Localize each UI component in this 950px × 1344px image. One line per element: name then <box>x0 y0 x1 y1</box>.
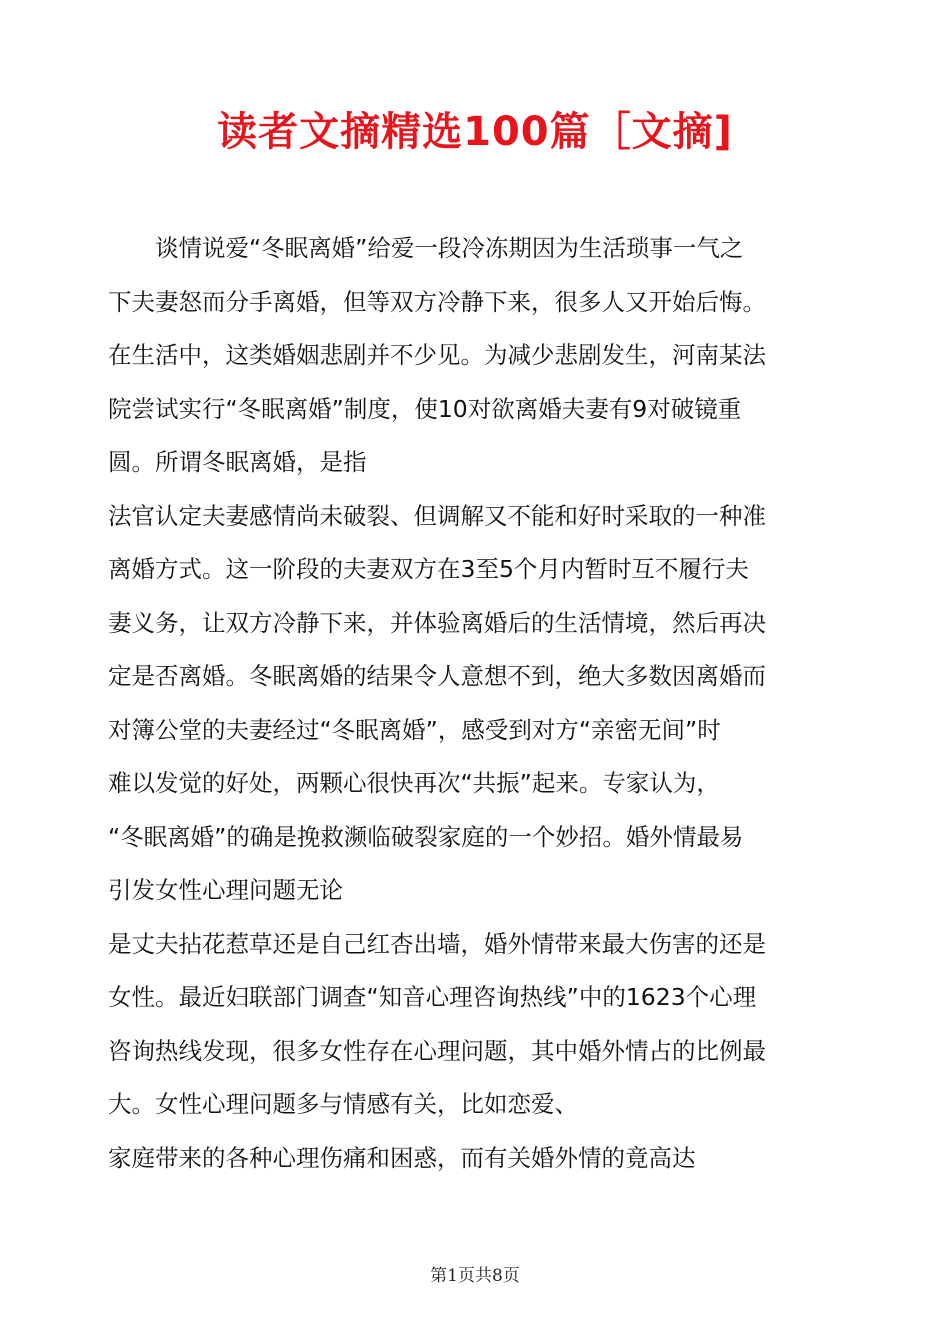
body-line: 法官认定夫妻感情尚未破裂、但调解又不能和好时采取的一种准 <box>108 501 766 530</box>
document-title: 读者文摘精选100篇［文摘] <box>217 109 733 155</box>
body-line: 离婚方式。这一阶段的夫妻双方在3至5个月内暂时互不履行夫 <box>108 555 749 583</box>
body-line: 谈情说爱“冬眠离婚”给爱一段冷冻期因为生活琐事一气之 <box>155 234 744 262</box>
body-line: 家庭带来的各种心理伤痛和困惑，而有关婚外情的竟高达 <box>108 1143 696 1172</box>
body-line: 引发女性心理问题无论 <box>108 876 343 904</box>
body-line: 下夫妻怒而分手离婚，但等双方冷静下来，很多人又开始后悔。 <box>108 287 766 316</box>
body-line: 圆。所谓冬眠离婚，是指 <box>108 448 367 476</box>
body-line: 对簿公堂的夫妻经过“冬眠离婚”，感受到对方“亲密无间”时 <box>108 715 721 744</box>
document-body <box>108 222 844 1185</box>
body-line: 咨询热线发现，很多女性存在心理问题，其中婚外情占的比例最 <box>108 1036 766 1065</box>
body-line: 女性。最近妇联部门调查“知音心理咨询热线”中的1623个心理 <box>108 983 757 1011</box>
body-line: 在生活中，这类婚姻悲剧并不少见。为减少悲剧发生，河南某法 <box>108 341 766 369</box>
body-line: 妻义务，让双方冷静下来，并体验离婚后的生活情境，然后再决 <box>108 608 766 637</box>
body-line: “冬眠离婚”的确是挽救濒临破裂家庭的一个妙招。婚外情最易 <box>108 822 744 851</box>
body-line: 大。女性心理问题多与情感有关，比如恋爱、 <box>108 1090 578 1118</box>
body-line: 院尝试实行“冬眠离婚”制度，使10对欲离婚夫妻有9对破镜重 <box>108 394 742 423</box>
body-line: 是丈夫拈花惹草还是自己红杏出墙，婚外情带来最大伤害的还是 <box>108 929 766 958</box>
body-line: 定是否离婚。冬眠离婚的结果令人意想不到，绝大多数因离婚而 <box>108 662 766 690</box>
page-footer: 第1页共8页 <box>430 1266 520 1286</box>
body-line: 难以发觉的好处，两颗心很快再次“共振”起来。专家认为， <box>108 769 720 797</box>
